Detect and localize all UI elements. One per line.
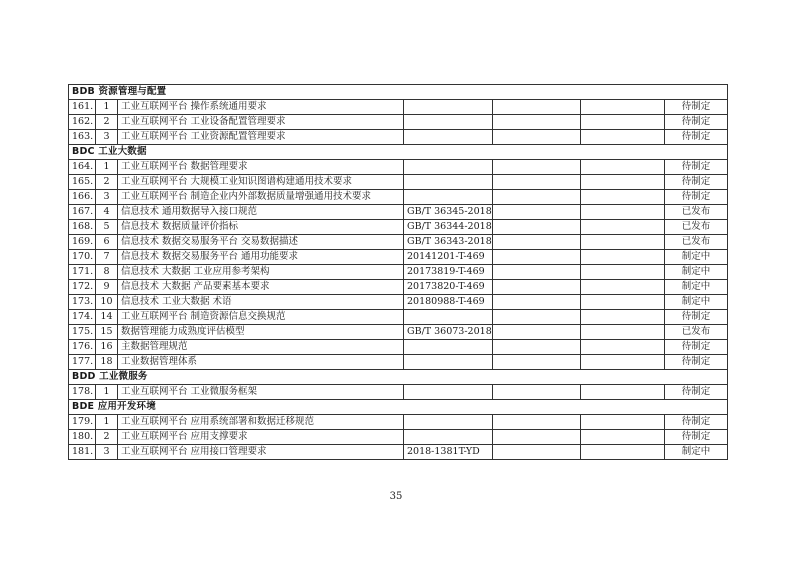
standard-name-cell: 工业互联网平台 工业设备配置管理要求 [118, 115, 404, 130]
empty-cell [493, 220, 581, 235]
standard-name-cell: 工业互联网平台 操作系统通用要求 [118, 100, 404, 115]
table-row [69, 100, 728, 115]
table-row [69, 250, 728, 265]
standard-code-cell: 20173819-T-469 [404, 265, 493, 280]
empty-cell [493, 310, 581, 325]
row-number-cell: 164. [69, 160, 96, 175]
status-cell: 待制定 [665, 160, 728, 175]
status-cell: 已发布 [665, 205, 728, 220]
empty-cell [581, 115, 665, 130]
empty-cell [581, 445, 665, 460]
sub-number-cell: 3 [96, 130, 118, 145]
empty-cell [493, 445, 581, 460]
empty-cell [581, 250, 665, 265]
sub-number-cell: 4 [96, 205, 118, 220]
empty-cell [493, 355, 581, 370]
standard-name-cell: 工业互联网平台 应用支撑要求 [118, 430, 404, 445]
status-cell: 待制定 [665, 130, 728, 145]
table-row [69, 310, 728, 325]
status-cell: 制定中 [665, 265, 728, 280]
status-cell: 待制定 [665, 310, 728, 325]
table-row [69, 430, 728, 445]
standard-code-cell [404, 430, 493, 445]
standard-name-cell: 工业数据管理体系 [118, 355, 404, 370]
empty-cell [581, 190, 665, 205]
table-row [69, 265, 728, 280]
table-row [69, 235, 728, 250]
standard-code-cell: GB/T 36073-2018 [404, 325, 493, 340]
sub-number-cell: 1 [96, 385, 118, 400]
section-header-row [69, 85, 728, 100]
standard-name-cell: 信息技术 数据质量评价指标 [118, 220, 404, 235]
standard-code-cell [404, 340, 493, 355]
row-number-cell: 179. [69, 415, 96, 430]
section-header-row [69, 145, 728, 160]
standard-code-cell [404, 310, 493, 325]
empty-cell [581, 160, 665, 175]
status-cell: 待制定 [665, 355, 728, 370]
table-row [69, 325, 728, 340]
table-row [69, 385, 728, 400]
row-number-cell: 176. [69, 340, 96, 355]
sub-number-cell: 3 [96, 190, 118, 205]
empty-cell [581, 205, 665, 220]
sub-number-cell: 5 [96, 220, 118, 235]
standard-name-cell: 信息技术 工业大数据 术语 [118, 295, 404, 310]
empty-cell [493, 250, 581, 265]
standard-name-cell: 工业互联网平台 应用系统部署和数据迁移规范 [118, 415, 404, 430]
table-row [69, 205, 728, 220]
sub-number-cell: 8 [96, 265, 118, 280]
row-number-cell: 177. [69, 355, 96, 370]
table-row [69, 115, 728, 130]
empty-cell [581, 355, 665, 370]
row-number-cell: 169. [69, 235, 96, 250]
standards-table-body [69, 85, 728, 460]
sub-number-cell: 14 [96, 310, 118, 325]
status-cell: 待制定 [665, 385, 728, 400]
empty-cell [493, 100, 581, 115]
row-number-cell: 178. [69, 385, 96, 400]
standard-code-cell: 2018-1381T-YD [404, 445, 493, 460]
empty-cell [581, 130, 665, 145]
status-cell: 制定中 [665, 295, 728, 310]
sub-number-cell: 7 [96, 250, 118, 265]
row-number-cell: 167. [69, 205, 96, 220]
status-cell: 制定中 [665, 280, 728, 295]
standard-name-cell: 工业互联网平台 应用接口管理要求 [118, 445, 404, 460]
standard-code-cell: GB/T 36345-2018 [404, 205, 493, 220]
standard-name-cell: 工业互联网平台 制造资源信息交换规范 [118, 310, 404, 325]
status-cell: 制定中 [665, 250, 728, 265]
empty-cell [581, 310, 665, 325]
empty-cell [493, 190, 581, 205]
standard-code-cell: 20173820-T-469 [404, 280, 493, 295]
standard-name-cell: 工业互联网平台 数据管理要求 [118, 160, 404, 175]
standard-code-cell [404, 130, 493, 145]
standard-code-cell [404, 415, 493, 430]
sub-number-cell: 18 [96, 355, 118, 370]
table-row [69, 355, 728, 370]
status-cell: 待制定 [665, 190, 728, 205]
empty-cell [581, 340, 665, 355]
status-cell: 已发布 [665, 220, 728, 235]
sub-number-cell: 2 [96, 115, 118, 130]
row-number-cell: 172. [69, 280, 96, 295]
section-title: BDD 工业微服务 [69, 370, 728, 385]
status-cell: 待制定 [665, 415, 728, 430]
row-number-cell: 163. [69, 130, 96, 145]
empty-cell [493, 175, 581, 190]
empty-cell [581, 385, 665, 400]
empty-cell [493, 295, 581, 310]
sub-number-cell: 3 [96, 445, 118, 460]
empty-cell [493, 430, 581, 445]
table-row [69, 130, 728, 145]
status-cell: 待制定 [665, 115, 728, 130]
standard-name-cell: 工业互联网平台 大规模工业知识图谱构建通用技术要求 [118, 175, 404, 190]
empty-cell [493, 205, 581, 220]
empty-cell [581, 430, 665, 445]
page-number: 35 [389, 491, 403, 502]
status-cell: 待制定 [665, 175, 728, 190]
section-title: BDE 应用开发环境 [69, 400, 728, 415]
row-number-cell: 162. [69, 115, 96, 130]
empty-cell [493, 130, 581, 145]
row-number-cell: 181. [69, 445, 96, 460]
section-header-row [69, 400, 728, 415]
standard-name-cell: 工业互联网平台 工业资源配置管理要求 [118, 130, 404, 145]
section-title: BDB 资源管理与配置 [69, 85, 728, 100]
sub-number-cell: 1 [96, 415, 118, 430]
empty-cell [581, 220, 665, 235]
standard-code-cell [404, 190, 493, 205]
sub-number-cell: 15 [96, 325, 118, 340]
section-header-row [69, 370, 728, 385]
standard-name-cell: 工业互联网平台 制造企业内外部数据质量增强通用技术要求 [118, 190, 404, 205]
table-row [69, 160, 728, 175]
standard-code-cell [404, 385, 493, 400]
standard-code-cell: 20180988-T-469 [404, 295, 493, 310]
table-row [69, 190, 728, 205]
row-number-cell: 180. [69, 430, 96, 445]
sub-number-cell: 16 [96, 340, 118, 355]
row-number-cell: 170. [69, 250, 96, 265]
empty-cell [581, 295, 665, 310]
standard-code-cell [404, 355, 493, 370]
standard-name-cell: 工业互联网平台 工业微服务框架 [118, 385, 404, 400]
row-number-cell: 175. [69, 325, 96, 340]
standard-code-cell: 20141201-T-469 [404, 250, 493, 265]
empty-cell [581, 280, 665, 295]
empty-cell [581, 265, 665, 280]
sub-number-cell: 2 [96, 430, 118, 445]
standard-code-cell [404, 160, 493, 175]
standard-name-cell: 信息技术 大数据 工业应用参考架构 [118, 265, 404, 280]
empty-cell [493, 115, 581, 130]
standard-code-cell: GB/T 36343-2018 [404, 235, 493, 250]
row-number-cell: 174. [69, 310, 96, 325]
standard-code-cell [404, 175, 493, 190]
table-row [69, 295, 728, 310]
row-number-cell: 168. [69, 220, 96, 235]
empty-cell [581, 325, 665, 340]
empty-cell [493, 340, 581, 355]
standard-code-cell [404, 115, 493, 130]
standard-name-cell: 信息技术 数据交易服务平台 通用功能要求 [118, 250, 404, 265]
table-row [69, 280, 728, 295]
sub-number-cell: 2 [96, 175, 118, 190]
standard-name-cell: 信息技术 数据交易服务平台 交易数据描述 [118, 235, 404, 250]
standard-name-cell: 信息技术 大数据 产品要素基本要求 [118, 280, 404, 295]
section-title: BDC 工业大数据 [69, 145, 728, 160]
empty-cell [581, 235, 665, 250]
row-number-cell: 165. [69, 175, 96, 190]
standards-table [68, 84, 728, 460]
standard-name-cell: 主数据管理规范 [118, 340, 404, 355]
standard-code-cell [404, 100, 493, 115]
standard-name-cell: 信息技术 通用数据导入接口规范 [118, 205, 404, 220]
row-number-cell: 161. [69, 100, 96, 115]
table-row [69, 445, 728, 460]
table-row [69, 175, 728, 190]
status-cell: 待制定 [665, 340, 728, 355]
sub-number-cell: 1 [96, 100, 118, 115]
empty-cell [581, 100, 665, 115]
table-row [69, 415, 728, 430]
standard-name-cell: 数据管理能力成熟度评估模型 [118, 325, 404, 340]
status-cell: 待制定 [665, 100, 728, 115]
empty-cell [493, 235, 581, 250]
empty-cell [493, 415, 581, 430]
status-cell: 已发布 [665, 325, 728, 340]
standard-code-cell: GB/T 36344-2018 [404, 220, 493, 235]
empty-cell [581, 175, 665, 190]
status-cell: 待制定 [665, 430, 728, 445]
empty-cell [493, 265, 581, 280]
empty-cell [581, 415, 665, 430]
sub-number-cell: 9 [96, 280, 118, 295]
empty-cell [493, 160, 581, 175]
row-number-cell: 173. [69, 295, 96, 310]
row-number-cell: 166. [69, 190, 96, 205]
sub-number-cell: 10 [96, 295, 118, 310]
sub-number-cell: 1 [96, 160, 118, 175]
table-row [69, 220, 728, 235]
empty-cell [493, 325, 581, 340]
sub-number-cell: 6 [96, 235, 118, 250]
empty-cell [493, 280, 581, 295]
table-row [69, 340, 728, 355]
status-cell: 制定中 [665, 445, 728, 460]
empty-cell [493, 385, 581, 400]
row-number-cell: 171. [69, 265, 96, 280]
status-cell: 已发布 [665, 235, 728, 250]
